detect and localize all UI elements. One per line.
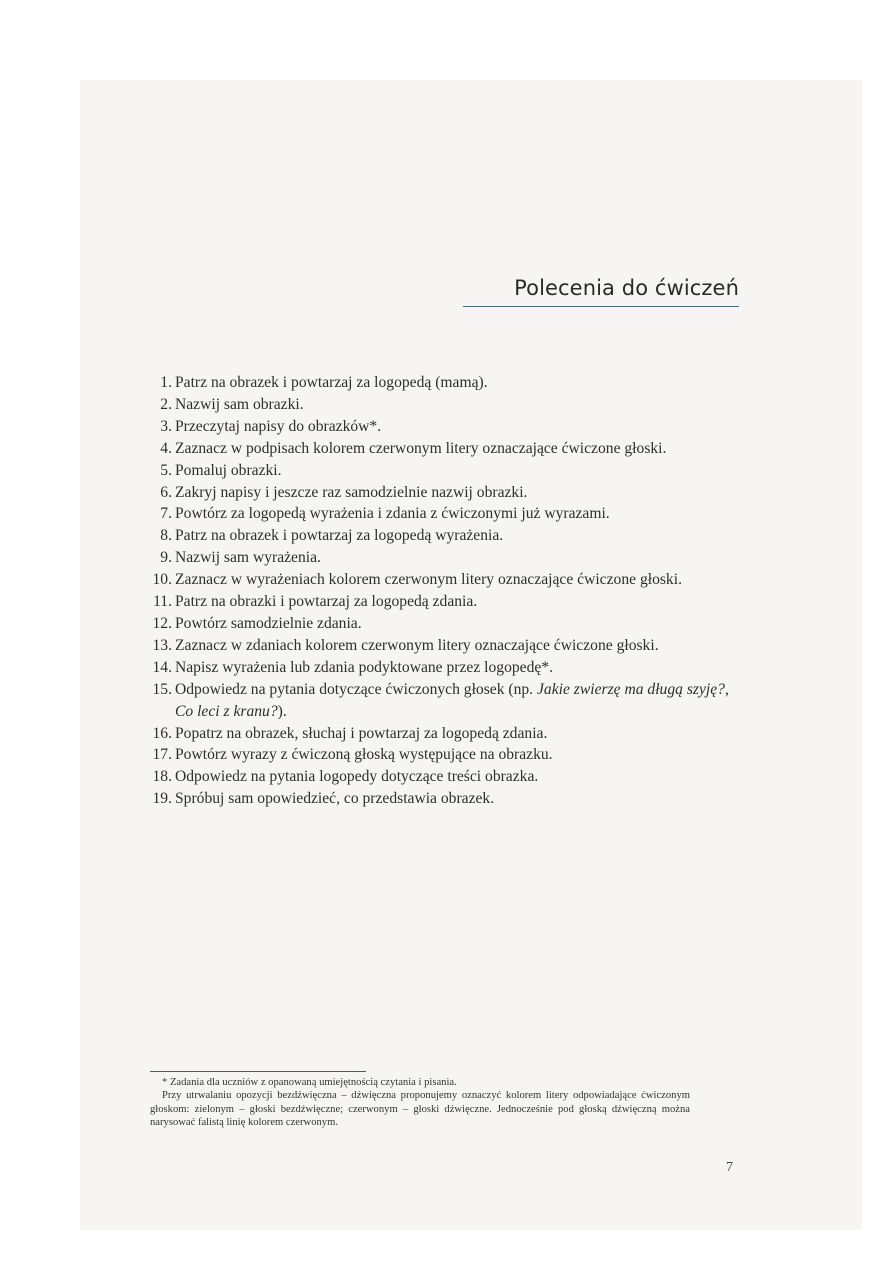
list-item bbox=[150, 416, 750, 438]
item-text: Zakryj napisy i jeszcze raz samodzielnie nazwij obrazki. bbox=[175, 483, 528, 501]
item-italic-example: Jakie zwierzę ma długą szyję? bbox=[536, 680, 725, 698]
list-item bbox=[150, 613, 750, 635]
item-number: 7. bbox=[160, 505, 172, 523]
item-text: Patrz na obrazek i powtarzaj za logopedą (mamą). bbox=[175, 374, 488, 391]
item-number: 3. bbox=[160, 417, 172, 435]
list-item bbox=[150, 788, 750, 810]
item-text: Zaznacz w zdaniach kolorem czerwonym litery oznaczające ćwiczone głoski. bbox=[175, 636, 659, 654]
item-number: 11. bbox=[153, 593, 172, 611]
list-item bbox=[150, 394, 750, 416]
item-text: Patrz na obrazki i powtarzaj za logopedą zdania. bbox=[175, 593, 478, 611]
item-number: 15. bbox=[152, 680, 172, 698]
list-item bbox=[150, 569, 750, 591]
item-number: 5. bbox=[160, 461, 172, 479]
item-number: 19. bbox=[152, 790, 172, 808]
item-text: Powtórz wyrazy z ćwiczoną głoską występujące na obrazku. bbox=[175, 746, 553, 764]
title-underline bbox=[463, 306, 739, 307]
item-text: Popatrz na obrazek, słuchaj i powtarzaj za logopedą zdania. bbox=[175, 724, 548, 742]
item-text bbox=[175, 679, 750, 723]
footnote: * Zadania dla uczniów z opanowaną umiejętnością czytania i pisania. bbox=[162, 1077, 457, 1088]
item-text: Przeczytaj napisy do obrazków*. bbox=[175, 417, 382, 435]
list-item bbox=[150, 744, 750, 766]
item-number: 8. bbox=[160, 527, 172, 545]
item-number: 13. bbox=[152, 636, 172, 654]
list-item bbox=[150, 438, 750, 460]
list-item bbox=[150, 591, 750, 613]
item-text: Zaznacz w wyrażeniach kolorem czerwonym litery oznaczające ćwiczone głoski. bbox=[175, 571, 682, 589]
item-text: Powtórz za logopedą wyrażenia i zdania z ćwiczonymi już wyrazami. bbox=[175, 505, 610, 523]
item-number: 9. bbox=[160, 549, 172, 567]
item-text: Napisz wyrażenia lub zdania podyktowane przez logopedę*. bbox=[175, 658, 553, 676]
item-text-part: , bbox=[724, 680, 729, 698]
list-item bbox=[150, 635, 750, 657]
item-number: 18. bbox=[152, 768, 172, 786]
footnote: Przy utrwalaniu opozycji bezdźwięczna – dźwięczna proponujemy oznaczyć kolorem litery odpowiadające ćwiczonym głoskom: zielonym – głoski bezdźwięczne; czerwonym – głoski dźwięczne. Jednocześnie pod głoską dźwięczną można narysować falistą linię kolorem czerwonym. bbox=[150, 1090, 690, 1129]
item-text-part: ). bbox=[277, 702, 287, 720]
item-text: Powtórz samodzielnie zdania. bbox=[175, 614, 362, 632]
item-number: 14. bbox=[152, 658, 172, 676]
item-number: 4. bbox=[160, 439, 172, 457]
footnotes bbox=[150, 1076, 690, 1130]
list-item bbox=[150, 723, 750, 745]
item-text: Nazwij sam obrazki. bbox=[175, 395, 304, 413]
list-item bbox=[150, 482, 750, 504]
item-number: 1. bbox=[160, 374, 172, 391]
list-item bbox=[150, 372, 750, 394]
list-item bbox=[150, 503, 750, 525]
item-text: Pomaluj obrazki. bbox=[175, 461, 282, 479]
item-italic-example: Co leci z kranu? bbox=[175, 702, 278, 720]
list-item bbox=[150, 525, 750, 547]
list-item bbox=[150, 657, 750, 679]
item-number: 16. bbox=[152, 724, 172, 742]
instruction-list bbox=[150, 372, 750, 810]
page-number: 7 bbox=[726, 1160, 733, 1175]
list-item bbox=[150, 547, 750, 569]
item-text: Spróbuj sam opowiedzieć, co przedstawia obrazek. bbox=[175, 790, 495, 808]
footnote-divider bbox=[150, 1071, 366, 1072]
item-text: Zaznacz w podpisach kolorem czerwonym litery oznaczające ćwiczone głoski. bbox=[175, 439, 667, 457]
item-number: 10. bbox=[152, 571, 172, 589]
item-text-part: Odpowiedz na pytania dotyczące ćwiczonych głosek (np. bbox=[175, 680, 537, 698]
item-text: Nazwij sam wyrażenia. bbox=[175, 549, 321, 567]
page-title: Polecenia do ćwiczeń bbox=[514, 276, 739, 300]
item-number: 6. bbox=[160, 483, 172, 501]
item-number: 2. bbox=[160, 395, 172, 413]
list-item bbox=[150, 766, 750, 788]
list-item bbox=[150, 679, 750, 723]
item-text: Patrz na obrazek i powtarzaj za logopedą wyrażenia. bbox=[175, 527, 504, 545]
item-text: Odpowiedz na pytania logopedy dotyczące treści obrazka. bbox=[175, 768, 539, 786]
item-number: 12. bbox=[152, 614, 172, 632]
list-item bbox=[150, 460, 750, 482]
item-number: 17. bbox=[152, 746, 172, 764]
